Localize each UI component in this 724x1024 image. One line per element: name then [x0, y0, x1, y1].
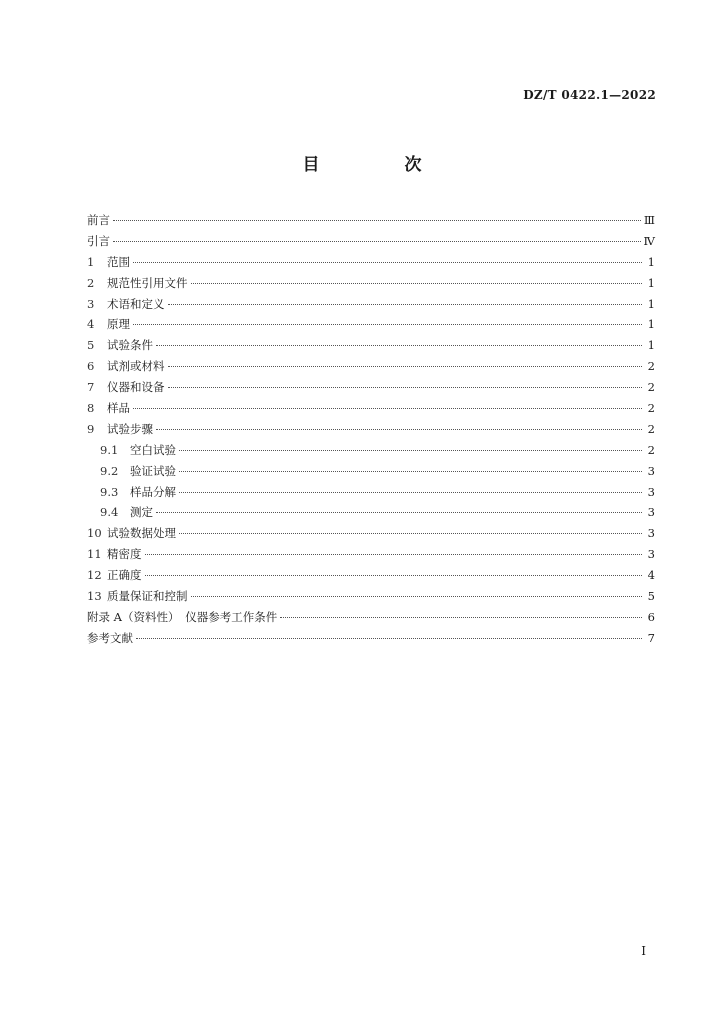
toc-leader-dots — [133, 408, 642, 409]
toc-entry-number: 11 — [87, 547, 102, 562]
toc-entry-page: 3 — [647, 463, 655, 478]
toc-entry-label: 范围 — [107, 254, 130, 269]
toc-entry[interactable] — [87, 337, 655, 358]
toc-leader-dots — [168, 366, 643, 367]
toc-entry-page: 2 — [647, 442, 655, 457]
toc-entry-number: 13 — [87, 589, 102, 604]
toc-entry-page: 6 — [647, 609, 655, 624]
toc-entry-label: 试验步骤 — [107, 421, 153, 436]
toc-entry-number: 9 — [87, 421, 95, 436]
toc-entry-number: 1 — [87, 254, 95, 269]
toc-entry-number: 6 — [87, 359, 95, 374]
toc-entry-label: 样品分解 — [130, 484, 176, 499]
toc-entry-page: 7 — [647, 630, 655, 645]
toc-entry[interactable] — [87, 212, 655, 233]
toc-entry-page: 3 — [647, 526, 655, 541]
toc-entry-number: 7 — [87, 380, 95, 395]
toc-entry[interactable] — [87, 421, 655, 442]
toc-entry[interactable] — [87, 546, 655, 567]
toc-entry-page: 2 — [647, 401, 655, 416]
toc-entry[interactable] — [87, 275, 655, 296]
toc-leader-dots — [179, 492, 642, 493]
toc-entry-page: Ⅳ — [643, 233, 655, 248]
toc-entry-page: 3 — [647, 547, 655, 562]
toc-entry[interactable] — [87, 630, 655, 651]
toc-entry[interactable] — [87, 316, 655, 337]
toc-entry[interactable] — [87, 442, 655, 463]
toc-entry-page: 1 — [647, 254, 655, 269]
toc-entry-number: 9.1 — [100, 442, 119, 457]
toc-entry-label: 质量保证和控制 — [107, 589, 188, 604]
toc-leader-dots — [113, 220, 641, 221]
toc-entry-label: 精密度 — [107, 547, 142, 562]
toc-leader-dots — [133, 324, 642, 325]
toc-entry-page: 2 — [647, 421, 655, 436]
toc-entry-label: 正确度 — [107, 568, 142, 583]
toc-leader-dots — [168, 387, 643, 388]
toc-entry[interactable] — [87, 588, 655, 609]
toc-entry-label: 试验数据处理 — [107, 526, 176, 541]
toc-entry-number: 10 — [87, 526, 102, 541]
toc-entry-label: 试验条件 — [107, 338, 153, 353]
toc-entry-label: 附录 A（资料性） 仪器参考工作条件 — [87, 609, 278, 624]
toc-entry-number: 8 — [87, 401, 95, 416]
page-number: I — [641, 944, 646, 958]
toc-leader-dots — [145, 575, 643, 576]
toc-entry-page: 3 — [647, 505, 655, 520]
toc-entry-number: 5 — [87, 338, 95, 353]
toc-entry[interactable] — [87, 358, 655, 379]
toc-entry[interactable] — [87, 484, 655, 505]
toc-entry-label: 术语和定义 — [107, 296, 165, 311]
toc-entry-page: 2 — [647, 380, 655, 395]
toc-entry-label: 仪器和设备 — [107, 380, 165, 395]
toc-entry-page: 2 — [647, 359, 655, 374]
toc-entry-number: 9.3 — [100, 484, 119, 499]
toc-entry-page: 1 — [647, 296, 655, 311]
toc-entry-number: 4 — [87, 317, 95, 332]
toc-entry-number: 9.4 — [100, 505, 119, 520]
toc-leader-dots — [113, 241, 641, 242]
toc-entry-number: 9.2 — [100, 463, 119, 478]
toc-entry-label: 验证试验 — [130, 463, 176, 478]
document-code: DZ/T 0422.1—2022 — [523, 88, 656, 102]
toc-entry-number: 2 — [87, 275, 95, 290]
toc-entry[interactable] — [87, 254, 655, 275]
toc-entry-label: 样品 — [107, 401, 130, 416]
toc-entry-number: 3 — [87, 296, 95, 311]
toc-leader-dots — [168, 304, 643, 305]
toc-entry[interactable] — [87, 609, 655, 630]
table-of-contents — [87, 212, 655, 651]
toc-entry-page: 4 — [647, 568, 655, 583]
toc-entry[interactable] — [87, 463, 655, 484]
toc-leader-dots — [280, 617, 642, 618]
toc-leader-dots — [179, 471, 642, 472]
toc-leader-dots — [191, 596, 643, 597]
toc-entry-page: 1 — [647, 275, 655, 290]
toc-leader-dots — [156, 512, 642, 513]
toc-leader-dots — [145, 554, 643, 555]
toc-entry-number: 12 — [87, 568, 102, 583]
toc-entry-label: 前言 — [87, 213, 110, 227]
toc-leader-dots — [136, 638, 642, 639]
toc-entry[interactable] — [87, 296, 655, 317]
toc-entry-label: 测定 — [130, 505, 153, 520]
toc-leader-dots — [133, 262, 642, 263]
toc-entry[interactable] — [87, 233, 655, 254]
toc-leader-dots — [179, 450, 642, 451]
toc-entry[interactable] — [87, 400, 655, 421]
toc-leader-dots — [179, 533, 642, 534]
toc-entry-page: 5 — [647, 589, 655, 604]
toc-entry-page: Ⅲ — [643, 213, 655, 227]
toc-entry-page: 3 — [647, 484, 655, 499]
toc-entry-label: 试剂或材料 — [107, 359, 165, 374]
toc-entry-label: 空白试验 — [130, 442, 176, 457]
toc-entry-label: 参考文献 — [87, 630, 133, 645]
toc-entry[interactable] — [87, 504, 655, 525]
toc-entry-label: 引言 — [87, 233, 110, 248]
toc-entry-page: 1 — [647, 317, 655, 332]
toc-leader-dots — [191, 283, 643, 284]
toc-entry-page: 1 — [647, 338, 655, 353]
toc-leader-dots — [156, 345, 642, 346]
toc-entry[interactable] — [87, 525, 655, 546]
toc-entry[interactable] — [87, 567, 655, 588]
toc-title: 目 次 — [302, 155, 456, 175]
toc-entry-label: 原理 — [107, 317, 130, 332]
toc-leader-dots — [156, 429, 642, 430]
toc-entry[interactable] — [87, 379, 655, 400]
toc-entry-label: 规范性引用文件 — [107, 275, 188, 290]
